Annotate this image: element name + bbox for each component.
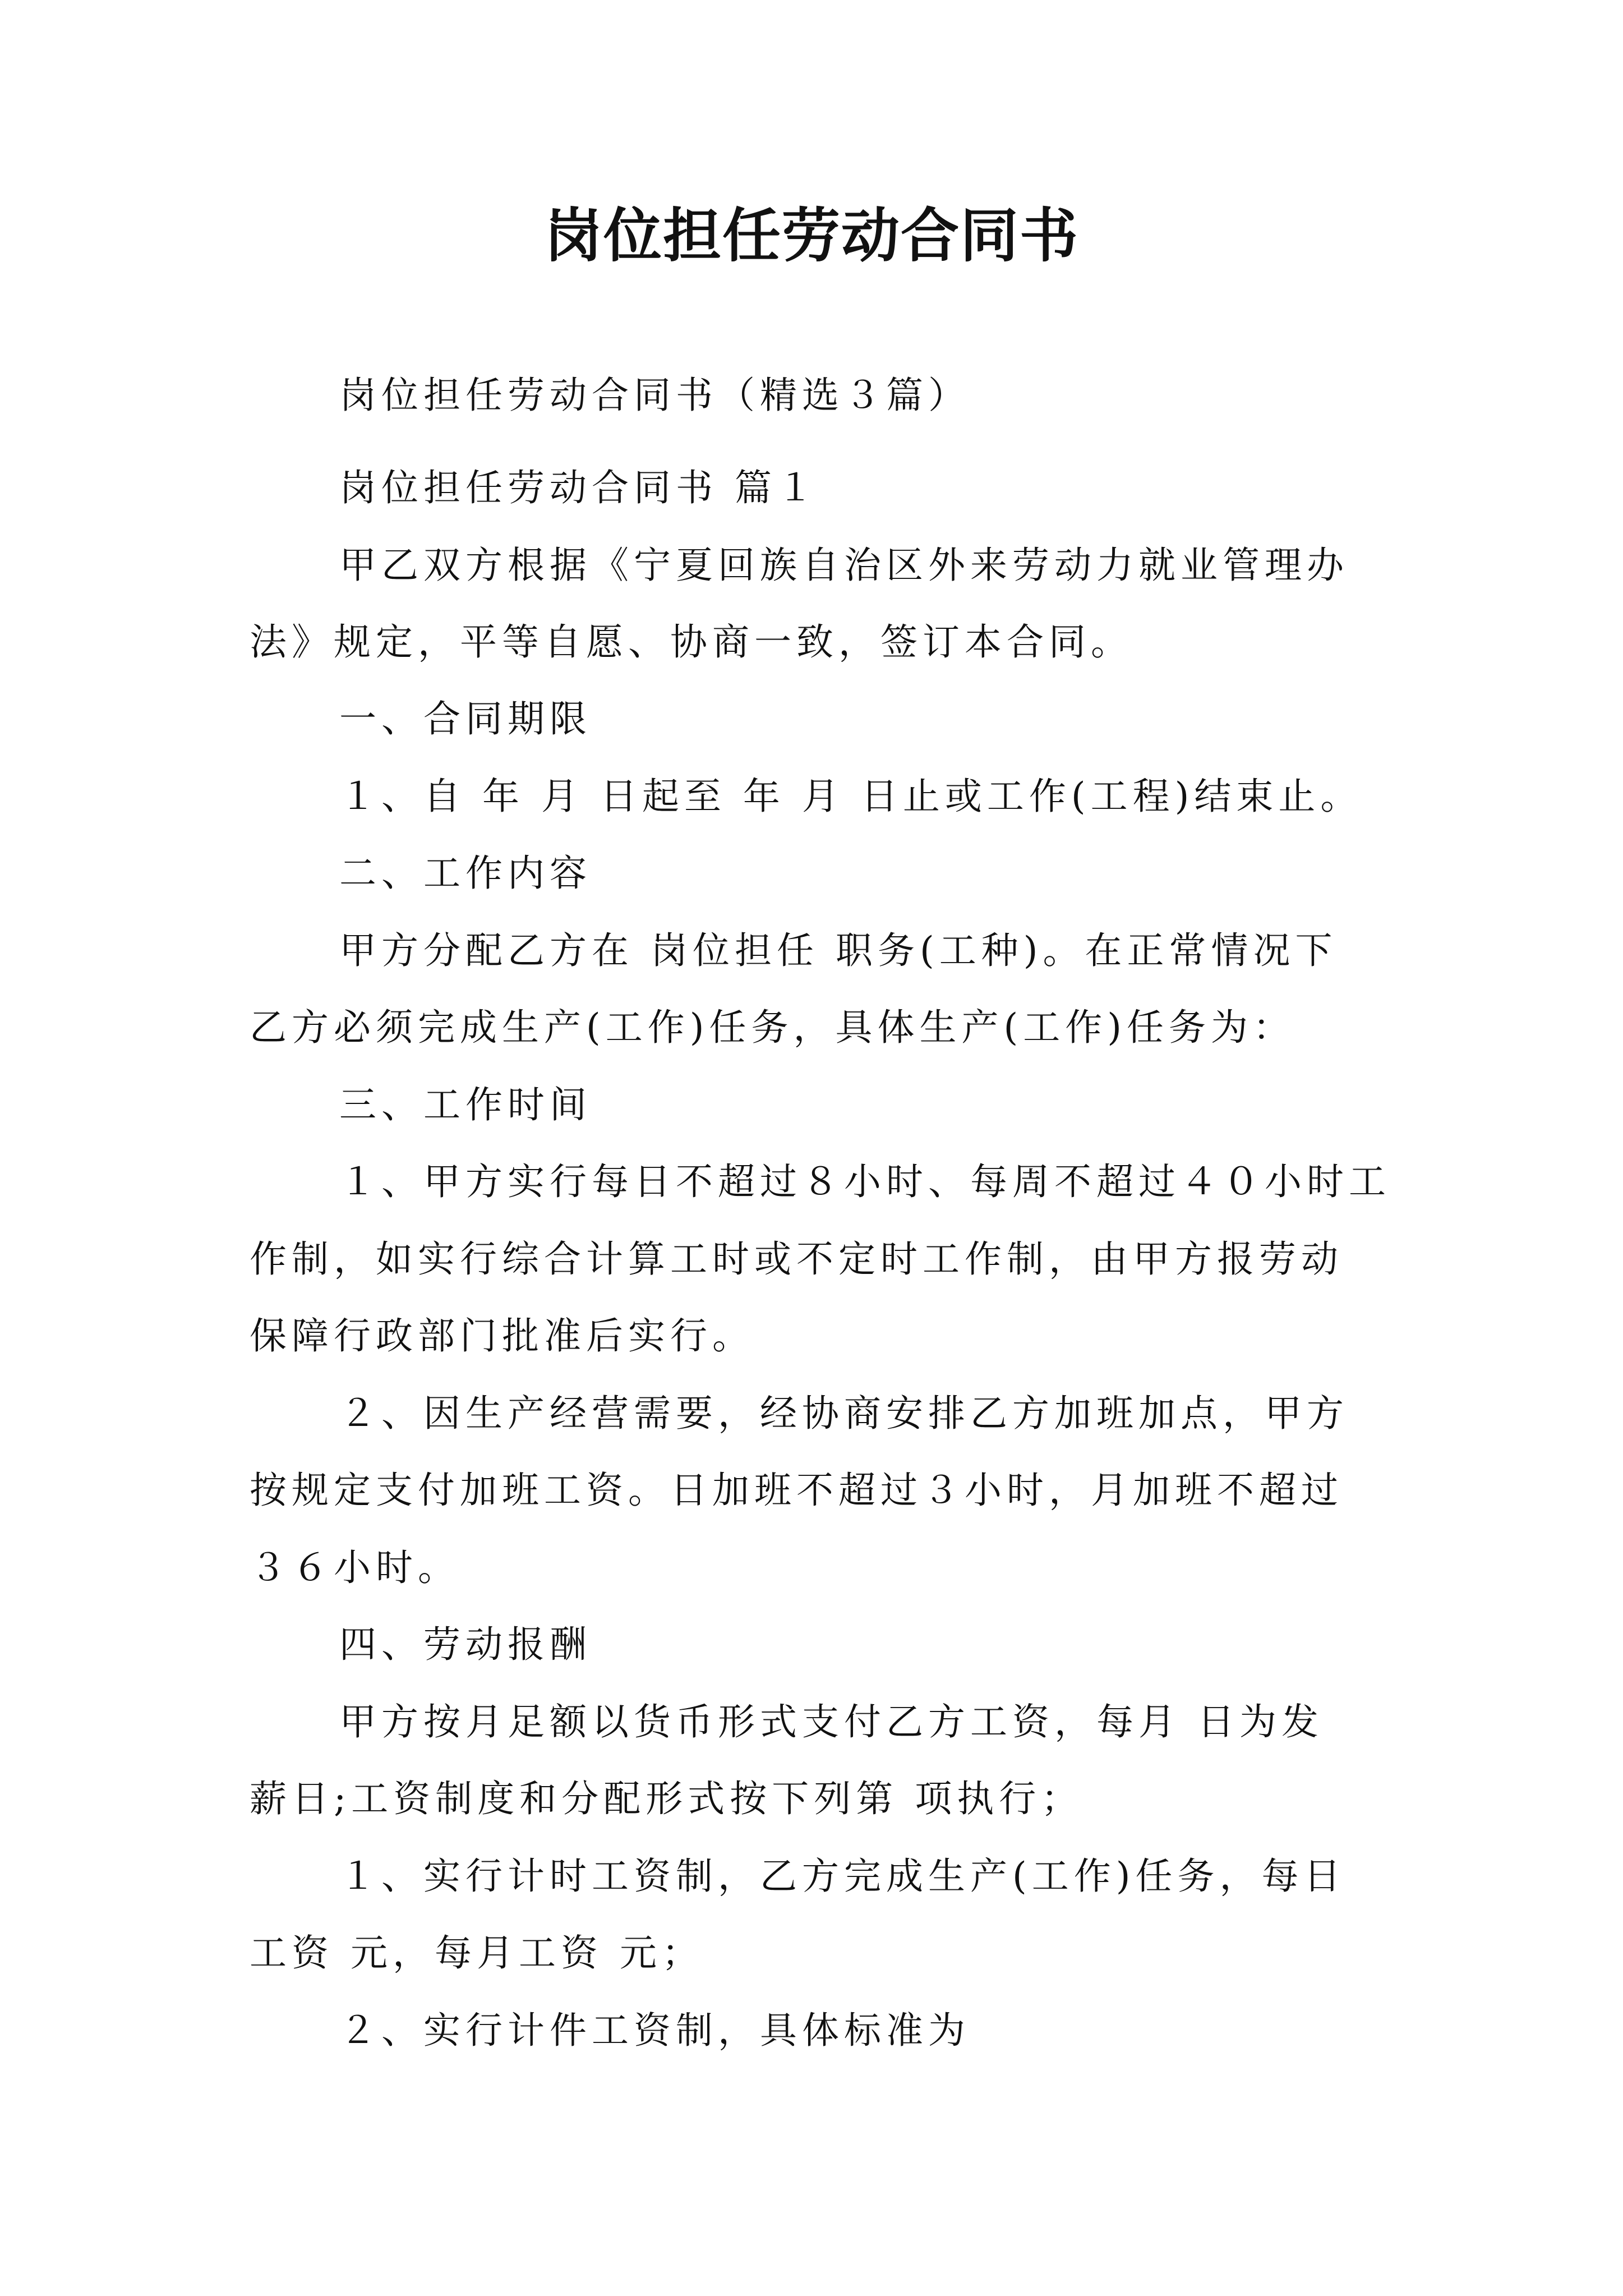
paragraph-line: 按规定支付加班工资。日加班不超过３小时，月加班不超过 [250, 1469, 1343, 1512]
section-heading-part-1: 岗位担任劳动合同书 篇１ [339, 466, 819, 509]
subtitle-selection: 岗位担任劳动合同书（精选３篇） [339, 374, 970, 417]
paragraph-line: １、自 年 月 日起至 年 月 日止或工作(工程)结束止。 [339, 775, 1363, 818]
paragraph-line: １、实行计时工资制，乙方完成生产(工作)任务，每日 [339, 1855, 1346, 1898]
paragraph-line: 保障行政部门批准后实行。 [250, 1314, 754, 1358]
paragraph-line: ３６小时。 [250, 1546, 460, 1589]
paragraph-line: １、甲方实行每日不超过８小时、每周不超过４０小时工 [339, 1160, 1391, 1203]
clause-heading-pay: 四、劳动报酬 [339, 1623, 592, 1666]
paragraph-line: ２、因生产经营需要，经协商安排乙方加班加点，甲方 [339, 1392, 1349, 1435]
clause-heading-hours: 三、工作时间 [339, 1083, 592, 1126]
paragraph-line: 甲方按月足额以货币形式支付乙方工资，每月 日为发 [339, 1700, 1324, 1743]
paragraph-line: 甲乙双方根据《宁夏回族自治区外来劳动力就业管理办 [339, 544, 1349, 587]
paragraph-line: 作制，如实行综合计算工时或不定时工作制，由甲方报劳动 [250, 1237, 1343, 1281]
paragraph-line: 薪日;工资制度和分配形式按下列第 项执行； [250, 1777, 1083, 1820]
paragraph-line: 法》规定，平等自愿、协商一致，签订本合同。 [250, 620, 1133, 664]
paragraph-line: 工资 元，每月工资 元； [250, 1931, 704, 1975]
document-title: 岗位担任劳动合同书 [543, 201, 1079, 270]
paragraph-line: ２、实行计件工资制，具体标准为 [339, 2009, 970, 2052]
paragraph-line: 乙方必须完成生产(工作)任务，具体生产(工作)任务为： [250, 1006, 1295, 1049]
paragraph-line: 甲方分配乙方在 岗位担任 职务(工种)。在正常情况下 [339, 929, 1338, 972]
clause-heading-term: 一、合同期限 [339, 697, 592, 740]
clause-heading-content: 二、工作内容 [339, 852, 592, 895]
